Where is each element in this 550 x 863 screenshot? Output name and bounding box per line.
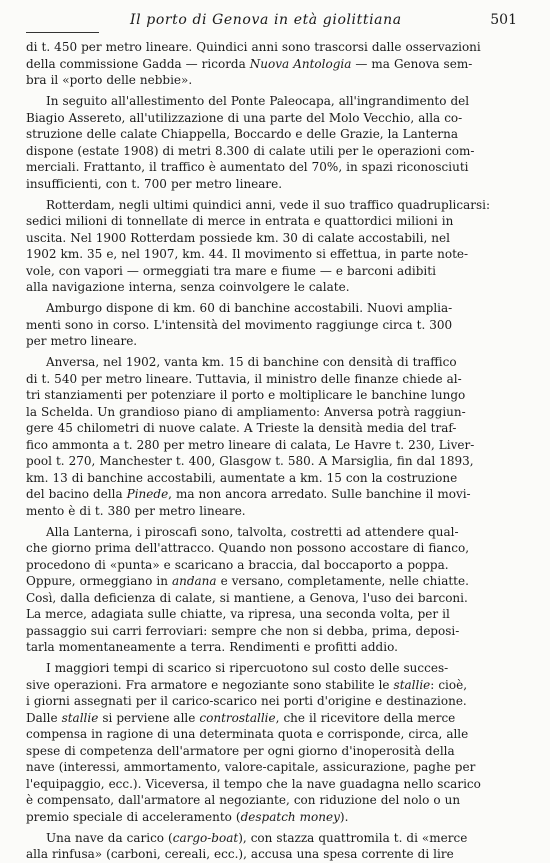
text-line: mento è di t. 380 per metro lineare. xyxy=(26,503,246,518)
text-line: pool t. 270, Manchester t. 400, Glasgow t. 580. A Marsiglia, fin dal 1893, xyxy=(26,454,474,468)
text-line: compensa in ragione di una determinata quota e corrisponde, circa, alle xyxy=(26,727,469,741)
text-line: di t. 450 per metro lineare. Quindici anni sono trascorsi dalle osservazioni xyxy=(26,40,481,54)
text-line: spese di competenza dell'armatore per ogni giorno d'inoperosità della xyxy=(26,743,455,758)
text-line: l'equipaggio, ecc.). Viceversa, il tempo che la nave guadagna nello scarico xyxy=(26,776,481,791)
text-line: premio speciale di acceleramento (despatch money). xyxy=(26,809,349,824)
text-line: In seguito all'allestimento del Ponte Paleocapa, all'ingrandimento del xyxy=(46,94,470,108)
text-line: i giorni assegnati per il carico-scarico nei porti d'origine e destinazione. xyxy=(26,694,467,708)
running-title: Il porto di Genova in età giolittiana xyxy=(130,12,402,28)
text-line: Così, dalla deficienza di calate, si mantiene, a Genova, l'uso dei barconi. xyxy=(26,590,468,605)
text-line: la Schelda. Un grandioso piano di ampliamento: Anversa potrà raggiun- xyxy=(26,404,466,419)
text-line: Oppure, ormeggiano in andana e versano, completamente, nelle chiatte. xyxy=(26,574,469,588)
header-rule xyxy=(26,32,99,33)
paragraph xyxy=(26,830,517,863)
italic-term: stallie xyxy=(393,677,431,692)
text-line: vole, con vapori — ormeggiati tra mare e fiume — e barconi adibiti xyxy=(26,263,436,278)
text-line: che giorno prima dell'attracco. Quando non possono accostare di fianco, xyxy=(26,541,470,555)
text-line: nave (interessi, ammortamento, valore-capitale, assicurazione, paghe per xyxy=(26,760,476,774)
italic-term: despatch money xyxy=(240,809,340,824)
paragraph xyxy=(26,660,517,825)
text-line: gere 45 chilometri di nuove calate. A Trieste la densità media del traf- xyxy=(26,421,457,435)
italic-term: controstallie xyxy=(199,710,276,725)
text-line: Rotterdam, negli ultimi quindici anni, vede il suo traffico quadruplicarsi: xyxy=(46,197,491,212)
paragraph xyxy=(26,354,517,519)
text-line: struzione delle calate Chiappella, Boccardo e delle Grazie, la Lanterna xyxy=(26,127,459,141)
text-line: Anversa, nel 1902, vanta km. 15 di banchine con densità di traffico xyxy=(46,355,457,369)
text-line: alla rinfusa» (carboni, cereali, ecc.), accusa una spesa corrente di lire xyxy=(26,847,454,861)
text-line: Biagio Assereto, all'utilizzazione di una parte del Molo Vecchio, alla co- xyxy=(26,110,463,125)
text-line: Una nave da carico (cargo-boat), con stazza quattromila t. di «merce xyxy=(46,830,468,845)
running-head xyxy=(26,12,517,40)
text-line: passaggio sui carri ferroviari: sempre che non si debba, prima, deposi- xyxy=(26,623,460,638)
italic-term: andana xyxy=(171,574,217,588)
text-line: tri stanziamenti per potenziare il porto e moltiplicare le banchine lungo xyxy=(26,388,466,402)
text-line: per metro lineare. xyxy=(26,334,138,348)
text-line: dispone (estate 1908) di metri 8.300 di calate utili per le operazioni com- xyxy=(26,143,475,158)
text-line: di t. 540 per metro lineare. Tuttavia, il ministro delle finanze chiede al- xyxy=(26,371,462,386)
text-line: Alla Lanterna, i piroscafi sono, talvolta, costretti ad attendere qual- xyxy=(46,524,459,539)
text-line: del bacino della Pinede, ma non ancora arredato. Sulle banchine il movi- xyxy=(26,487,471,501)
italic-term: Pinede xyxy=(126,487,169,501)
text-line: sive operazioni. Fra armatore e negoziante sono stabilite le stallie: cioè, xyxy=(26,677,468,692)
text-line: Dalle stallie si perviene alle controstallie, che il ricevitore della merce xyxy=(26,710,456,725)
text-line: merciali. Frattanto, il traffico è aumentato del 70%, in spazi riconosciuti xyxy=(26,160,469,174)
text-line: Amburgo dispone di km. 60 di banchine accostabili. Nuovi amplia- xyxy=(46,301,453,315)
text-line: della commissione Gadda — ricorda Nuova Antologia — ma Genova sem- xyxy=(26,56,473,71)
text-line: sedici milioni di tonnellate di merce in entrata e quattordici milioni in xyxy=(26,214,454,228)
paragraph xyxy=(26,93,517,192)
text-line: uscita. Nel 1900 Rotterdam possiede km. 30 di calate accostabili, nel xyxy=(26,230,450,245)
text-line: insufficienti, con t. 700 per metro lineare. xyxy=(26,176,283,191)
text-line: bra il «porto delle nebbie». xyxy=(26,73,193,87)
italic-term: stallie xyxy=(61,710,99,725)
text-line: km. 13 di banchine accostabili, aumentate a km. 15 con la costruzione xyxy=(26,470,458,485)
text-line: tarla momentaneamente a terra. Rendimenti e profitti addio. xyxy=(26,640,398,654)
text-line: 1902 km. 35 e, nel 1907, km. 44. Il movimento si effettua, in parte note- xyxy=(26,247,469,261)
italic-term: cargo-boat xyxy=(172,830,239,845)
text-line: fico ammonta a t. 280 per metro lineare di calata, Le Havre t. 230, Liver- xyxy=(26,437,475,452)
paragraph xyxy=(26,39,517,89)
text-line: procedono di «punta» e scaricano a braccia, dal boccaporto a poppa. xyxy=(26,557,449,572)
page-number: 501 xyxy=(490,12,517,28)
text-line: I maggiori tempi di scarico si ripercuotono sul costo delle succes- xyxy=(46,661,449,675)
paragraph xyxy=(26,300,517,350)
paragraph xyxy=(26,524,517,656)
text-line: è compensato, dall'armatore al negoziante, con riduzione del nolo o un xyxy=(26,793,461,807)
italic-term: Nuova Antologia xyxy=(249,56,352,71)
paragraph xyxy=(26,197,517,296)
text-line: La merce, adagiata sulle chiatte, va ripresa, una seconda volta, per il xyxy=(26,607,450,621)
text-line: menti sono in corso. L'intensità del movimento raggiunge circa t. 300 xyxy=(26,317,453,332)
body-text xyxy=(26,39,517,863)
text-line: alla navigazione interna, senza coinvolgere le calate. xyxy=(26,280,350,294)
